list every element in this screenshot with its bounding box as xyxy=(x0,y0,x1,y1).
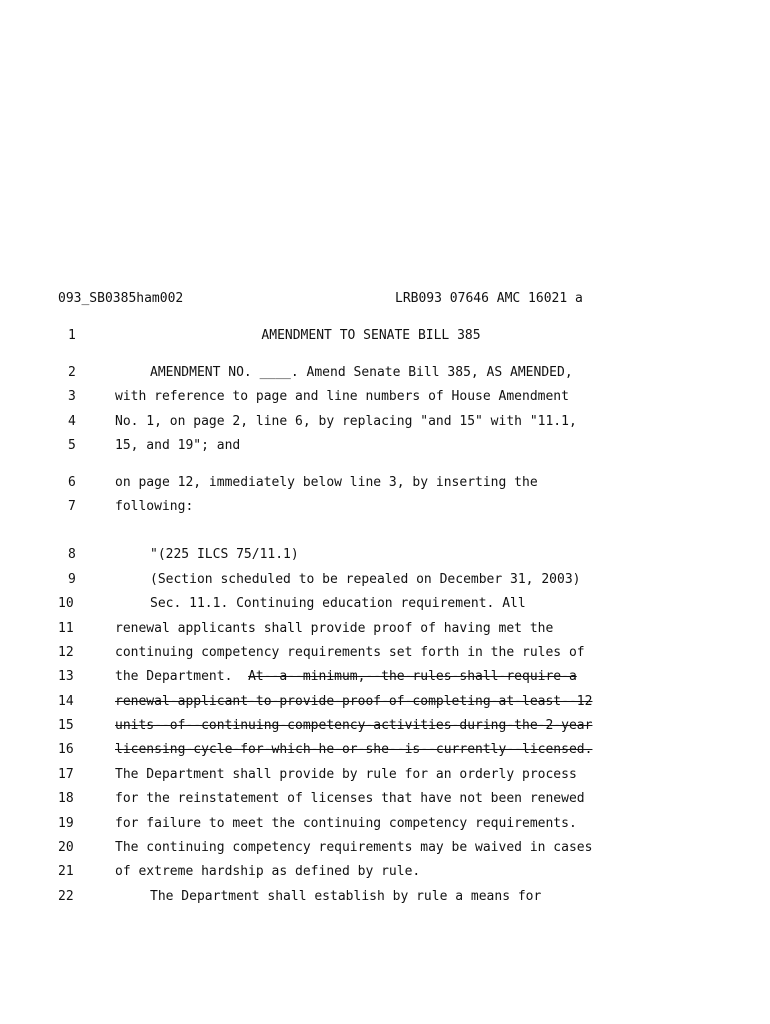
line-text-plain: the Department. xyxy=(115,669,233,684)
line-number: 11 xyxy=(58,621,74,636)
page-header xyxy=(58,291,618,307)
amendment-title: AMENDMENT TO SENATE BILL 385 xyxy=(261,328,481,343)
line-text: AMENDMENT NO. ____. Amend Senate Bill 385, AS AMENDED, xyxy=(150,365,573,380)
line-text: "(225 ILCS 75/11.1) xyxy=(150,547,299,562)
stricken-text: units--of--continuing-competency-activities-during-the-2-year xyxy=(115,718,593,733)
line-text: of extreme hardship as defined by rule. xyxy=(115,864,421,879)
line-number: 10 xyxy=(58,596,74,611)
line-number: 6 xyxy=(68,475,76,490)
line-number: 13 xyxy=(58,669,74,684)
line-number: 22 xyxy=(58,889,74,904)
line-number: 14 xyxy=(58,694,74,709)
line-number: 8 xyxy=(68,547,76,562)
line-number: 2 xyxy=(68,365,76,380)
line-number: 3 xyxy=(68,389,76,404)
line-text: No. 1, on page 2, line 6, by replacing "and 15" with "11.1, xyxy=(115,414,577,429)
line-number: 5 xyxy=(68,438,76,453)
line-text: renewal applicants shall provide proof of having met the xyxy=(115,621,554,636)
line-number: 21 xyxy=(58,864,74,879)
line-number: 12 xyxy=(58,645,74,660)
line-text xyxy=(115,669,667,684)
line-text: for the reinstatement of licenses that have not been renewed xyxy=(115,791,585,806)
line-text: continuing competency requirements set forth in the rules of xyxy=(115,645,585,660)
line-number: 17 xyxy=(58,767,74,782)
line-number: 15 xyxy=(58,718,74,733)
line-text: The Department shall provide by rule for an orderly process xyxy=(115,767,577,782)
line-number: 20 xyxy=(58,840,74,855)
lrb-number: LRB093 07646 AMC 16021 a xyxy=(395,291,583,306)
line-text: The continuing competency requirements may be waived in cases xyxy=(115,840,593,855)
stricken-text: At--a--minimum,--the-rules-shall-require-a xyxy=(248,669,577,684)
line-number: 16 xyxy=(58,742,74,757)
line-number: 7 xyxy=(68,499,76,514)
section-heading: Sec. 11.1. Continuing education requirement. All xyxy=(150,596,526,611)
line-number: 18 xyxy=(58,791,74,806)
stricken-text: renewal-applicant-to-provide-proof-of-completing-at-least--12 xyxy=(115,694,593,709)
line-number: 9 xyxy=(68,572,76,587)
line-number: 19 xyxy=(58,816,74,831)
line-text: following: xyxy=(115,499,194,514)
line-text: with reference to page and line numbers of House Amendment xyxy=(115,389,569,404)
line-text: for failure to meet the continuing competency requirements. xyxy=(115,816,577,831)
line-text: on page 12, immediately below line 3, by inserting the xyxy=(115,475,538,490)
line-number: 1 xyxy=(68,328,76,343)
line-text: The Department shall establish by rule a means for xyxy=(150,889,542,904)
bill-id: 093_SB0385ham002 xyxy=(58,291,184,306)
line-number: 4 xyxy=(68,414,76,429)
line-text: (Section scheduled to be repealed on December 31, 2003) xyxy=(150,572,581,587)
stricken-text: licensing-cycle-for-which-he-or-she--is--currently--licensed. xyxy=(115,742,593,757)
line-text: 15, and 19"; and xyxy=(115,438,241,453)
